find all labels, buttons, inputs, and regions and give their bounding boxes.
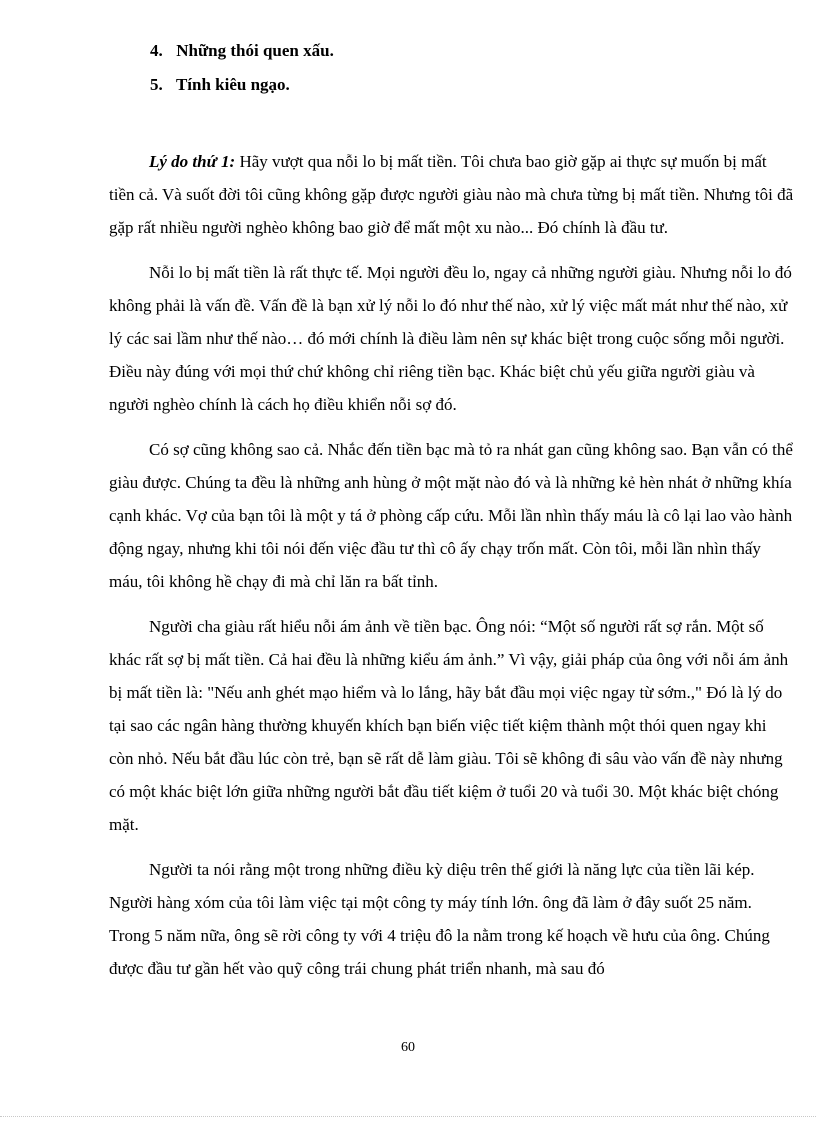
paragraph-text: Nỗi lo bị mất tiền là rất thực tế. Mọi người đều lo, ngay cả những người giàu. Nhưng nỗi lo đó không phải là vấn đề. Vấn đề là bạn xử lý nỗi lo đó như thế nào, xử lý việc mất mát như thế nào, xử lý các sai lầm như thế nào… đó mới chính là điều làm nên sự khác biệt trong cuộc sống mỗi người. Điều này đúng với mọi thứ chứ không chỉ riêng tiền bạc. Khác biệt chủ yếu giữa người giàu và người nghèo chính là cách họ điều khiển nỗi sợ đó.: [109, 263, 792, 414]
list-item-text: Tính kiêu ngạo.: [175, 75, 290, 94]
reason-heading: Lý do thứ 1:: [149, 152, 236, 171]
paragraph-text: Có sợ cũng không sao cả. Nhắc đến tiền bạc mà tỏ ra nhát gan cũng không sao. Bạn vẫn có thể giàu được. Chúng ta đều là những anh hùng ở một mặt nào đó và là những kẻ hèn nhát ở những khía cạnh khác. Vợ của bạn tôi là một y tá ở phòng cấp cứu. Mỗi lần nhìn thấy máu là cô lại lao vào hành động ngay, nhưng khi tôi nói đến việc đầu tư thì cô ấy chạy trốn mất. Còn tôi, mỗi lần nhìn thấy máu, tôi không hề chạy đi mà chỉ lăn ra bất tỉnh.: [109, 440, 793, 591]
list-item-number: 4.: [150, 41, 163, 60]
paragraph: [109, 610, 794, 841]
page-bottom-divider: [0, 1116, 816, 1117]
paragraph: [109, 145, 794, 244]
paragraph-text: Người ta nói rằng một trong những điều kỳ diệu trên thế giới là năng lực của tiền lãi kép. Người hàng xóm của tôi làm việc tại một công ty máy tính lớn. ông đã làm ở đây suốt 25 năm. Trong 5 năm nữa, ông sẽ rời công ty với 4 triệu đô la nằm trong kế hoạch về hưu của ông. Chúng được đầu tư gần hết vào quỹ công trái chung phát triển nhanh, mà sau đó: [109, 860, 770, 978]
list-item-number: 5.: [150, 75, 163, 94]
paragraph: [109, 853, 794, 985]
list-item-text: Những thói quen xấu.: [176, 41, 334, 60]
numbered-list: [150, 34, 334, 102]
list-item: [150, 34, 334, 68]
list-item: [150, 68, 334, 102]
body-text: [109, 145, 794, 997]
paragraph-text: Hãy vượt qua nỗi lo bị mất tiền. Tôi chưa bao giờ gặp ai thực sự muốn bị mất tiền cả. Và suốt đời tôi cũng không gặp được người giàu nào mà chưa từng bị mất tiền. Nhưng tôi đã gặp rất nhiều người nghèo không bao giờ để mất một xu nào... Đó chính là đầu tư.: [109, 152, 794, 237]
paragraph: [109, 256, 794, 421]
paragraph: [109, 433, 794, 598]
page-number: 60: [401, 1040, 415, 1055]
paragraph-text: Người cha giàu rất hiểu nỗi ám ảnh về tiền bạc. Ông nói: “Một số người rất sợ rắn. Một số khác rất sợ bị mất tiền. Cả hai đều là những kiểu ám ảnh.” Vì vậy, giải pháp của ông với nỗi ám ảnh bị mất tiền là: "Nếu anh ghét mạo hiểm và lo lắng, hãy bắt đầu mọi việc ngay từ sớm.," Đó là lý do tại sao các ngân hàng thường khuyến khích bạn biến việc tiết kiệm thành một thói quen ngay khi còn nhỏ. Nếu bắt đầu lúc còn trẻ, bạn sẽ rất dễ làm giàu. Tôi sẽ không đi sâu vào vấn đề này nhưng có một khác biệt lớn giữa những người bắt đầu tiết kiệm ở tuổi 20 và tuổi 30. Một khác biệt chóng mặt.: [109, 617, 789, 834]
